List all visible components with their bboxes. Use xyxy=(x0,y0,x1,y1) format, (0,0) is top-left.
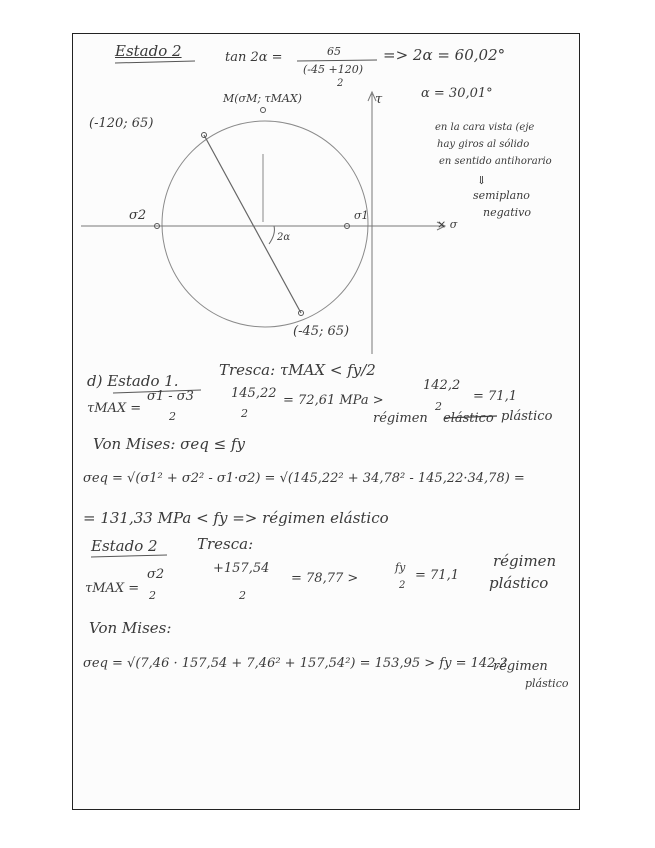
regimen-1: régimen xyxy=(373,411,428,426)
tmax2-value-denominator: 2 xyxy=(239,589,246,602)
point-2-label: (-45; 65) xyxy=(293,324,350,339)
sigma2-label: σ2 xyxy=(129,208,147,223)
tmax1-denominator: 2 xyxy=(169,410,176,423)
note-arrow: ⇓ xyxy=(477,174,487,187)
m-point-marker xyxy=(261,108,266,113)
tmax1-numerator: σ1 - σ3 xyxy=(147,389,194,404)
regimen-2a: régimen xyxy=(493,552,557,570)
sigma1-label: σ1 xyxy=(354,209,369,222)
regimen-1-struck: elástico xyxy=(443,411,494,426)
m-point-label: M(σM; τMAX) xyxy=(223,92,302,105)
tmax2-value-numerator: +157,54 xyxy=(213,561,270,576)
tmax1-mid-numerator: 145,22 xyxy=(231,386,277,401)
note-line-1: en la cara vista (eje xyxy=(435,122,535,133)
angle-arc xyxy=(269,226,274,244)
fy2-denominator: 2 xyxy=(399,580,406,591)
alpha-result: α = 30,01° xyxy=(421,86,493,101)
tmax2-lhs: τMAX = xyxy=(85,581,140,596)
angle-label: 2α xyxy=(277,232,291,243)
tan-denominator: (-45 +120) xyxy=(303,63,364,76)
von-mises-2: Von Mises: xyxy=(89,619,172,637)
tan-lhs: tan 2α = xyxy=(225,50,283,65)
sigma-eq-1-result: = 131,33 MPa < fy => régimen elástico xyxy=(83,509,389,527)
scanned-notes-page xyxy=(72,33,580,810)
estado2-heading: Estado 2 xyxy=(91,537,158,555)
tmax2-frac-numerator: σ2 xyxy=(147,567,165,582)
tmax1-result: = 72,61 MPa > xyxy=(283,393,384,408)
fy2-result: = 71,1 xyxy=(415,568,459,583)
tmax1-mid-denominator: 2 xyxy=(241,407,248,420)
estado2-underline xyxy=(91,555,167,557)
section-d-heading: d) Estado 1. xyxy=(87,372,179,390)
tresca-2: Tresca: xyxy=(197,535,254,553)
regimen-3b: plástico xyxy=(525,677,569,690)
tmax2-frac-denominator: 2 xyxy=(149,589,156,602)
diameter-line xyxy=(204,135,301,313)
tau-axis-label: τ xyxy=(375,92,383,107)
point-1-label: (-120; 65) xyxy=(89,116,154,131)
tmax1-lhs: τMAX = xyxy=(87,401,142,416)
tan-numerator: 65 xyxy=(327,45,341,58)
tmax2-result: = 78,77 > xyxy=(291,571,359,586)
note-line-2: hay giros al sólido xyxy=(437,139,530,150)
regimen-1-final: plástico xyxy=(501,409,553,424)
tan-fraction-bar xyxy=(297,60,377,61)
tresca-1: Tresca: τMAX < fy/2 xyxy=(219,361,376,379)
note-line-3: en sentido antihorario xyxy=(439,156,552,167)
fy-half-numerator: 142,2 xyxy=(423,378,461,393)
tan-denominator-2: 2 xyxy=(337,78,344,89)
heading-underline xyxy=(115,61,195,63)
note-line-4: semiplano xyxy=(473,189,530,202)
fy-half-denominator: 2 xyxy=(435,400,442,413)
fy2-numerator: fy xyxy=(395,561,406,574)
mohr-circle xyxy=(162,121,368,327)
tan-result: => 2α = 60,02° xyxy=(383,46,506,64)
heading-estado-2: Estado 2 xyxy=(115,42,182,60)
von-mises-1: Von Mises: σeq ≤ fy xyxy=(93,435,246,453)
sigma-eq-2: σeq = √(7,46 · 157,54 + 7,46² + 157,54²) = 153,95 > fy = 142,2 xyxy=(83,656,508,671)
regimen-2b: plástico xyxy=(489,574,549,592)
sigma-eq-1: σeq = √(σ1² + σ2² - σ1·σ2) = √(145,22² + 34,78² - 145,22·34,78) = xyxy=(83,471,525,486)
fy-half-result: = 71,1 xyxy=(473,389,517,404)
sigma-axis-label: × σ xyxy=(437,218,458,231)
regimen-3a: régimen xyxy=(493,659,548,674)
note-line-5: negativo xyxy=(483,206,531,219)
